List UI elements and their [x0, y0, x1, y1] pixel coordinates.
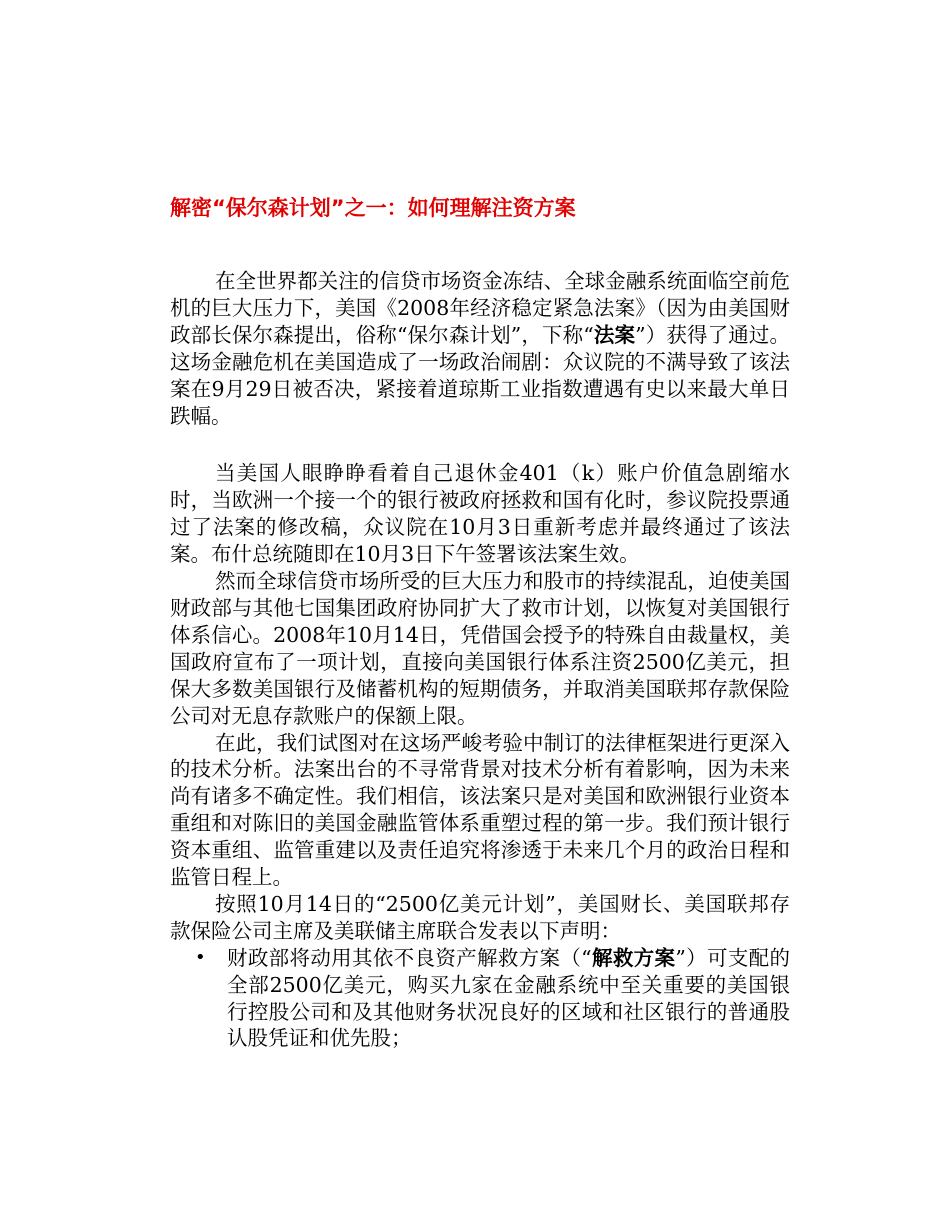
- paragraph-5: 按照10月14日的“2500亿美元计划”，美国财长、美国联邦存款保险公司主席及美联储主席联合发表以下声明：: [170, 891, 790, 943]
- bullet-item-1-bold-term: 解救方案: [591, 945, 676, 970]
- paragraph-1-text-a: 在全世界都关注的信贷市场资金冻结、全球金融系统面临空前危机的巨大压力下，美国《2008年经济稳定紧急法案》（因为由美国财政部长保尔森提出，俗称“保尔森计划”，下称“: [170, 269, 790, 347]
- paragraph-1-bold-term: 法案: [593, 322, 636, 347]
- bullet-item-1-text-a: 财政部将动用其依不良资产解救方案（“: [227, 945, 592, 970]
- paragraph-3: 然而全球信贷市场所受的巨大压力和股市的持续混乱，迫使美国财政部与其他七国集团政府协同扩大了救市计划，以恢复对美国银行体系信心。2008年10月14日，凭借国会授予的特殊自由裁量权，美国政府宣布了一项计划，直接向美国银行体系注资2500亿美元，担保大多数美国银行及储蓄机构的短期债务，并取消美国联邦存款保险公司对无息存款账户的保额上限。: [170, 569, 790, 728]
- paragraph-1-text-c: ”）获得了通过。这场金融危机在美国造成了一场政治闹剧：众议院的不满导致了该法案在9月29日被否决，紧接着道琼斯工业指数遭遇有史以来最大单日跌幅。: [170, 322, 791, 428]
- bullet-icon: •: [195, 946, 206, 968]
- paragraph-2: 当美国人眼睁睁看着自己退休金401（k）账户价值急剧缩水时，当欧洲一个接一个的银行被政府拯救和国有化时，参议院投票通过了法案的修改稿，众议院在10月3日重新考虑并最终通过了该法案。布什总统随即在10月3日下午签署该法案生效。: [170, 461, 790, 567]
- document-body: [170, 268, 790, 1052]
- paragraph-4: 在此，我们试图对在这场严峻考验中制订的法律框架进行更深入的技术分析。法案出台的不寻常背景对技术分析有着影响，因为未来尚有诸多不确定性。我们相信，该法案只是对美国和欧洲银行业资本重组和对陈旧的美国金融监管体系重塑过程的第一步。我们预计银行资本重组、监管重建以及责任追究将渗透于未来几个月的政治日程和监管日程上。: [170, 730, 790, 890]
- bullet-list: [170, 945, 790, 1053]
- paragraph-1: [170, 268, 790, 429]
- document-title: 解密“保尔森计划”之一：如何理解注资方案: [170, 196, 576, 220]
- bullet-item-1-text-c: ”）可支配的全部2500亿美元，购买九家在金融系统中至关重要的美国银行控股公司和及其他财务状况良好的区域和社区银行的普通股认股凭证和优先股；: [227, 945, 791, 1051]
- bullet-item-1: [170, 945, 790, 1053]
